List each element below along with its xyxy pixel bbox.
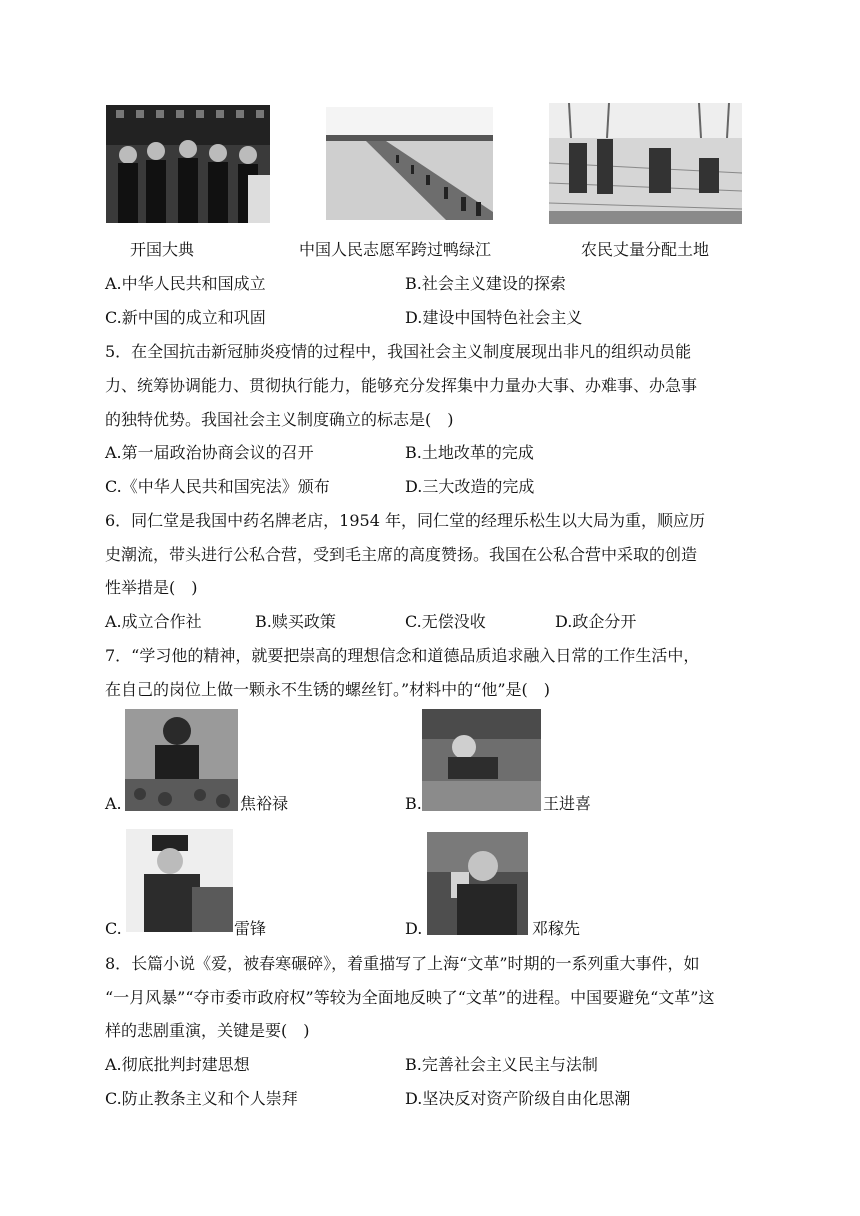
photo-volunteers-crossing-yalu [326,107,493,220]
photo-wang-jinxi [422,709,541,811]
q8-option-c: C.防止教条主义和个人崇拜 [105,1089,298,1108]
q4-option-d: D.建设中国特色社会主义 [405,308,583,327]
caption-volunteers-crossing-yalu: 中国人民志愿军跨过鸭绿江 [299,240,492,259]
photo-founding-ceremony [106,105,270,223]
q6-stem-line-1: 6．同仁堂是我国中药名牌老店，1954 年，同仁堂的经理乐松生以大局为重，顺应历 [105,511,705,530]
q6-option-c: C.无偿没收 [405,612,486,631]
q7-stem-line-1: 7．“学习他的精神，就要把崇高的理想信念和道德品质追求融入日常的工作生活中， [105,646,700,665]
q6-stem-line-2: 史潮流，带头进行公私合营，受到毛主席的高度赞扬。我国在公私合营中采取的创造 [105,545,698,564]
q7-option-d-letter: D. [405,919,423,938]
q8-option-a: A.彻底批判封建思想 [105,1055,250,1074]
caption-land-distribution: 农民丈量分配土地 [581,240,710,259]
photo-lei-feng [126,829,233,932]
q4-option-b: B.社会主义建设的探索 [405,274,566,293]
caption-founding-ceremony: 开国大典 [130,240,195,259]
q7-option-a-letter: A. [105,794,122,813]
q4-option-c: C.新中国的成立和巩固 [105,308,266,327]
q7-option-c-letter: C. [105,919,122,938]
q7-option-c-name: 雷锋 [234,919,267,938]
q6-option-b: B.赎买政策 [255,612,336,631]
q5-stem-line-2: 力、统筹协调能力、贯彻执行能力，能够充分发挥集中力量办大事、办难事、办急事 [105,376,698,395]
q5-option-a: A.第一届政治协商会议的召开 [105,443,314,462]
q5-option-d: D.三大改造的完成 [405,477,535,496]
q8-stem-line-1: 8．长篇小说《爱，被春寒碾碎》，着重描写了上海“文革”时期的一系列重大事件，如 [105,954,700,973]
q7-option-b-name: 王进喜 [543,794,592,813]
q7-stem-line-2: 在自己的岗位上做一颗永不生锈的螺丝钉。”材料中的“他”是( ) [105,680,551,699]
q8-stem-line-2: “一月风暴”“夺市委市政府权”等较为全面地反映了“文革”的进程。中国要避免“文革”这 [105,988,715,1007]
q7-option-d-name: 邓稼先 [532,919,581,938]
q5-option-c: C.《中华人民共和国宪法》颁布 [105,477,330,496]
q6-option-d: D.政企分开 [555,612,637,631]
q6-option-a: A.成立合作社 [105,612,202,631]
q5-stem-line-3: 的独特优势。我国社会主义制度确立的标志是( ) [105,410,454,429]
q5-stem-line-1: 5．在全国抗击新冠肺炎疫情的过程中，我国社会主义制度展现出非凡的组织动员能 [105,342,692,361]
q8-option-d: D.坚决反对资产阶级自由化思潮 [405,1089,631,1108]
q7-option-a-name: 焦裕禄 [240,794,289,813]
q8-option-b: B.完善社会主义民主与法制 [405,1055,598,1074]
q4-option-a: A.中华人民共和国成立 [105,274,266,293]
q7-option-b-letter: B. [405,794,422,813]
q8-stem-line-3: 样的悲剧重演，关键是要( ) [105,1021,310,1040]
photo-deng-jiaxian [427,832,528,935]
q5-option-b: B.土地改革的完成 [405,443,534,462]
q6-stem-line-3: 性举措是( ) [105,578,198,597]
photo-land-distribution [549,103,742,224]
photo-jiao-yulu [125,709,238,811]
